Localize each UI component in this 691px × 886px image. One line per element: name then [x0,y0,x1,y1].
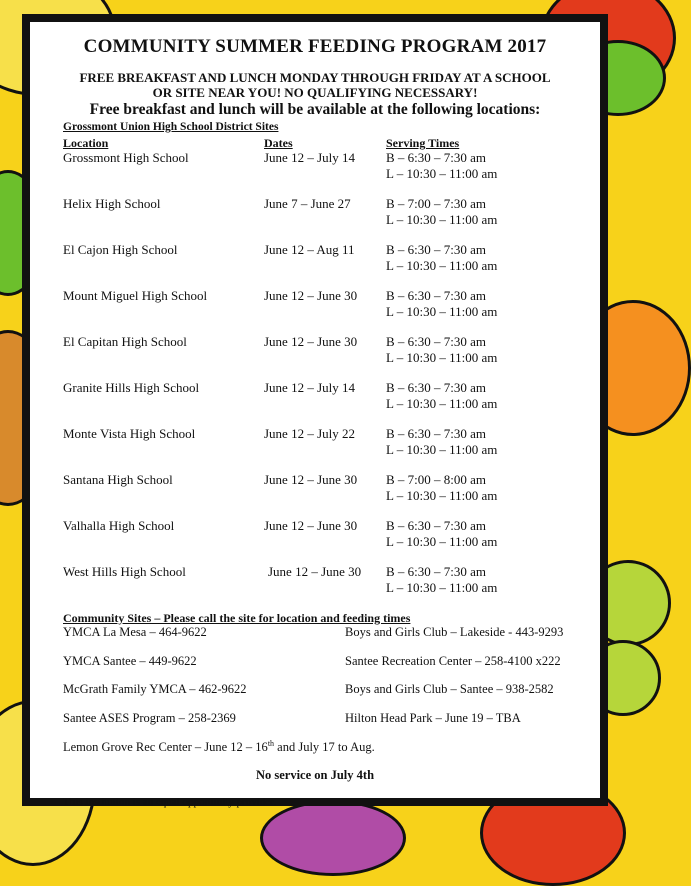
site-row [30,288,600,334]
site-location: El Capitan High School [63,334,187,349]
breakfast-time: B – 6:30 – 7:30 am [386,426,487,441]
site-row [30,564,600,610]
lunch-time: L – 10:30 – 11:00 am [386,350,498,365]
site-row [30,196,600,242]
community-site: McGrath Family YMCA – 462-9622 [63,682,247,696]
site-location: Mount Miguel High School [63,288,208,303]
community-site: Santee Recreation Center – 258-4100 x222 [345,654,561,668]
column-header-location: Location [63,136,109,150]
site-serving-times [386,380,497,412]
site-location: Granite Hills High School [63,380,200,395]
site-row [30,380,600,426]
page-title: COMMUNITY SUMMER FEEDING PROGRAM 2017 [83,36,547,57]
district-heading: Grossmont Union High School District Sites [63,121,279,133]
lemon-grove-prefix: Lemon Grove Rec Center – June 12 – 16 [63,740,268,755]
lunch-time: L – 10:30 – 11:00 am [386,396,498,411]
site-dates: June 12 – July 22 [264,426,355,441]
subtitle-line-2: OR SITE NEAR YOU! NO QUALIFYING NECESSARY! [152,85,478,100]
site-row [30,150,600,196]
lemon-grove-site [63,739,375,755]
column-header-dates: Dates [264,136,293,150]
breakfast-time: B – 6:30 – 7:30 am [386,288,487,303]
site-serving-times [386,242,497,274]
flyer-frame [22,14,608,806]
column-header-serving-times: Serving Times [386,136,460,150]
site-serving-times [386,334,497,366]
community-site: Boys and Girls Club – Santee – 938-2582 [345,682,554,696]
site-serving-times [386,150,497,182]
locations-lead: Free breakfast and lunch will be available at the following locations: [89,101,541,118]
site-serving-times [386,196,497,228]
site-row [30,242,600,288]
site-dates: June 12 – June 30 [264,334,358,349]
site-serving-times [386,564,497,596]
site-dates: June 12 – June 30 [264,288,358,303]
lunch-time: L – 10:30 – 11:00 am [386,212,498,227]
lemon-grove-suffix: and July 17 to Aug. [274,740,375,755]
site-row [30,334,600,380]
lunch-time: L – 10:30 – 11:00 am [386,258,498,273]
lunch-time: L – 10:30 – 11:00 am [386,488,498,503]
breakfast-time: B – 6:30 – 7:30 am [386,242,487,257]
fruit-illustration [260,800,406,876]
subtitle-line-1: FREE BREAKFAST AND LUNCH MONDAY THROUGH FRIDAY AT A SCHOOL [79,70,551,85]
breakfast-time: B – 7:00 – 7:30 am [386,196,487,211]
site-row [30,518,600,564]
site-dates: June 12 – Aug 11 [264,242,355,257]
equal-opportunity-statement: This institution is an equal opportunity provider. [63,796,276,808]
lunch-time: L – 10:30 – 11:00 am [386,534,498,549]
site-dates: June 12 – June 30 [264,518,358,533]
site-location: Monte Vista High School [63,426,196,441]
site-serving-times [386,472,497,504]
site-serving-times [386,518,497,550]
site-row [30,426,600,472]
lunch-time: L – 10:30 – 11:00 am [386,442,498,457]
breakfast-time: B – 6:30 – 7:30 am [386,518,487,533]
site-dates: June 12 – June 30 [268,564,362,579]
lunch-time: L – 10:30 – 11:00 am [386,580,498,595]
flyer-sheet [30,22,600,808]
site-location: Grossmont High School [63,150,189,165]
community-site: YMCA Santee – 449-9622 [63,654,197,668]
community-site: YMCA La Mesa – 464-9622 [63,625,207,639]
lunch-time: L – 10:30 – 11:00 am [386,166,498,181]
lunch-time: L – 10:30 – 11:00 am [386,304,498,319]
community-site: Hilton Head Park – June 19 – TBA [345,711,521,725]
site-dates: June 12 – June 30 [264,472,358,487]
site-serving-times [386,288,497,320]
breakfast-time: B – 6:30 – 7:30 am [386,380,487,395]
breakfast-time: B – 7:00 – 8:00 am [386,472,487,487]
site-dates: June 7 – June 27 [264,196,351,211]
community-sites-heading: Community Sites – Please call the site for location and feeding times [63,611,411,625]
breakfast-time: B – 6:30 – 7:30 am [386,334,487,349]
breakfast-time: B – 6:30 – 7:30 am [386,150,487,165]
site-location: Santana High School [63,472,173,487]
site-dates: June 12 – July 14 [264,150,355,165]
site-location: Helix High School [63,196,161,211]
lemon-grove-ordinal: th [267,739,275,748]
site-dates: June 12 – July 14 [264,380,355,395]
site-location: El Cajon High School [63,242,178,257]
breakfast-time: B – 6:30 – 7:30 am [386,564,487,579]
site-location: West Hills High School [63,564,186,579]
site-serving-times [386,426,497,458]
community-site: Boys and Girls Club – Lakeside - 443-9293 [345,625,564,639]
site-location: Valhalla High School [63,518,175,533]
site-row [30,472,600,518]
no-service-notice: No service on July 4th [255,768,375,782]
community-site: Santee ASES Program – 258-2369 [63,711,236,725]
